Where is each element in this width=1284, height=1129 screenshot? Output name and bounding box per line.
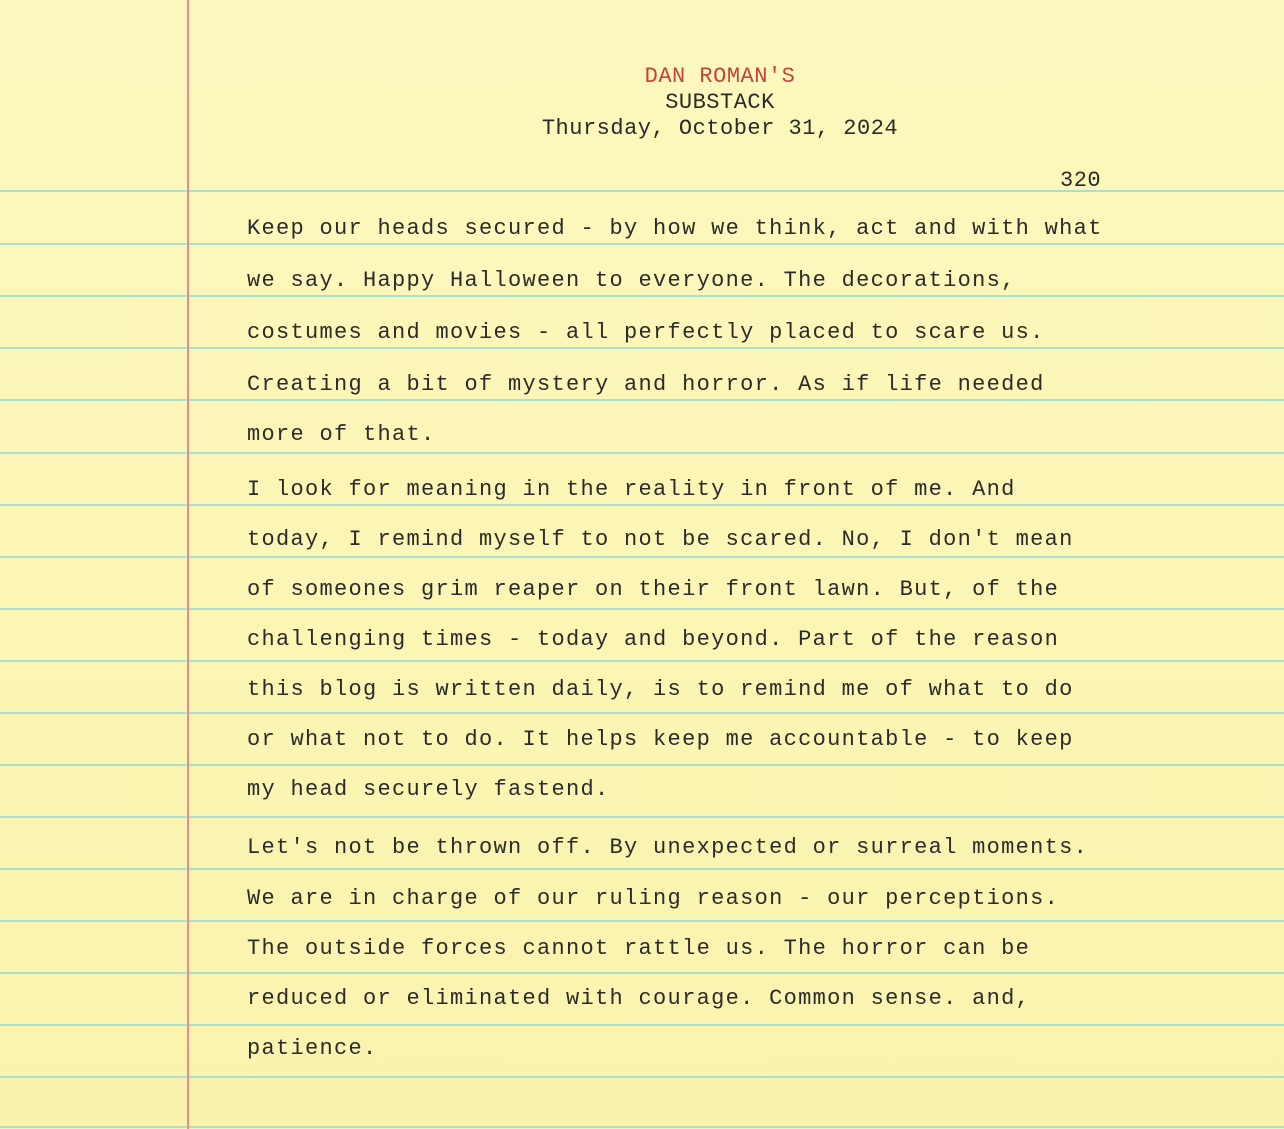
text-line: today, I remind myself to not be scared. No, I don't mean (247, 527, 1074, 552)
page-number: 320 (1060, 168, 1102, 193)
ruled-line (0, 243, 1284, 245)
ruled-line (0, 608, 1284, 610)
text-line: patience. (247, 1036, 378, 1061)
text-line: Keep our heads secured - by how we think, act and with what (247, 216, 1103, 241)
header-date: Thursday, October 31, 2024 (541, 116, 899, 141)
text-line: we say. Happy Halloween to everyone. The decorations, (247, 268, 1016, 293)
ruled-line (0, 920, 1284, 922)
ruled-line (0, 399, 1284, 401)
text-line: more of that. (247, 422, 436, 447)
ruled-line (0, 1076, 1284, 1078)
text-line: I look for meaning in the reality in front of me. And (247, 477, 1016, 502)
ruled-line (0, 452, 1284, 454)
text-line: or what not to do. It helps keep me accountable - to keep (247, 727, 1074, 752)
text-line: of someones grim reaper on their front lawn. But, of the (247, 577, 1060, 602)
header-brand: DAN ROMAN'S (644, 64, 796, 89)
text-line: this blog is written daily, is to remind me of what to do (247, 677, 1074, 702)
ruled-line (0, 764, 1284, 766)
ruled-line (0, 816, 1284, 818)
text-line: costumes and movies - all perfectly placed to scare us. (247, 320, 1045, 345)
text-line: challenging times - today and beyond. Part of the reason (247, 627, 1060, 652)
ruled-line (0, 972, 1284, 974)
text-line: reduced or eliminated with courage. Common sense. and, (247, 986, 1031, 1011)
text-line: Let's not be thrown off. By unexpected or surreal moments. (247, 835, 1089, 860)
ruled-line (0, 712, 1284, 714)
text-line: my head securely fastend. (247, 777, 610, 802)
text-line: We are in charge of our ruling reason - our perceptions. (247, 886, 1060, 911)
ruled-line (0, 1126, 1284, 1128)
ruled-line (0, 295, 1284, 297)
text-line: The outside forces cannot rattle us. The horror can be (247, 936, 1031, 961)
ruled-line (0, 347, 1284, 349)
ruled-line (0, 1024, 1284, 1026)
margin-line (187, 0, 189, 1129)
ruled-line (0, 556, 1284, 558)
ruled-line (0, 504, 1284, 506)
ruled-line (0, 868, 1284, 870)
ruled-line (0, 660, 1284, 662)
header-subtitle: SUBSTACK (665, 90, 775, 115)
text-line: Creating a bit of mystery and horror. As if life needed (247, 372, 1045, 397)
